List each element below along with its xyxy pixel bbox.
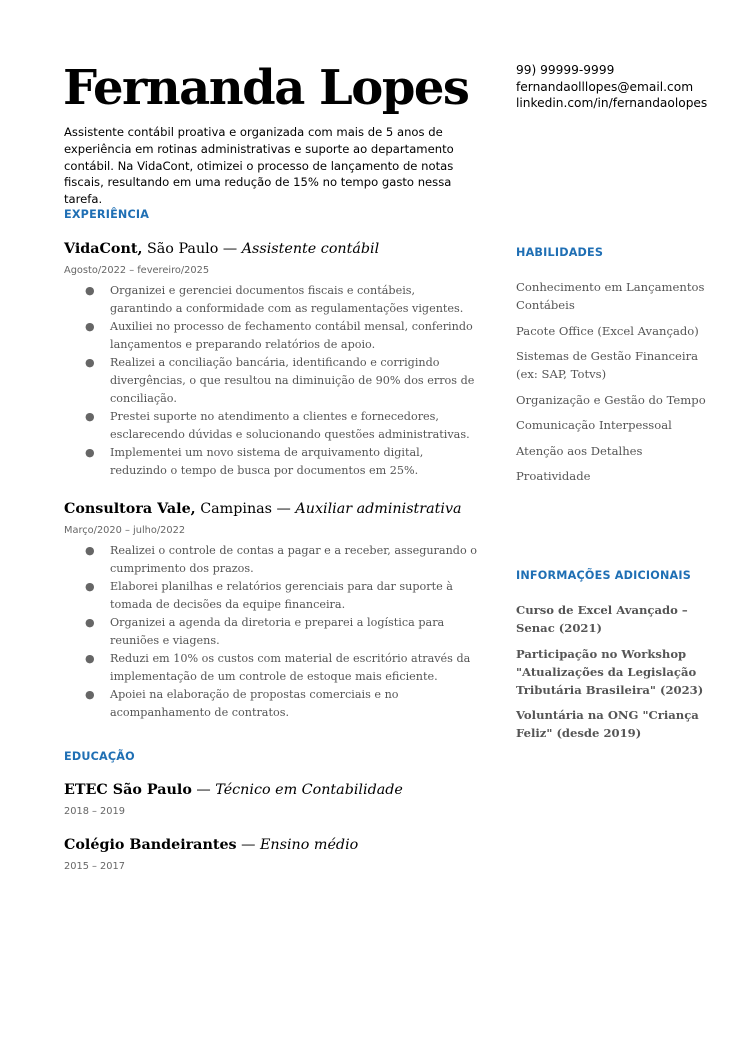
job-bullet: ● Elaborei planilhas e relatórios gerenciais para dar suporte à tomada de decisões da equipe financeira. (85, 580, 453, 611)
candidate-name: Fernanda Lopes (63, 60, 469, 116)
job-bullet: ● Reduzi em 10% os custos com material de escritório através da implementação de um controle de estoque mais eficiente. (85, 652, 471, 683)
job-bullet-list (80, 542, 480, 722)
job-bullet: ● Prestei suporte no atendimento a clientes e fornecedores, esclarecendo dúvidas e solucionando questões administrativas. (85, 410, 470, 441)
skill-item: Pacote Office (Excel Avançado) (516, 323, 699, 338)
additional-info-item: Curso de Excel Avançado – Senac (2021) (516, 603, 688, 635)
skills-section-title: HABILIDADES (516, 246, 604, 259)
education-school: ETEC São Paulo (64, 782, 192, 798)
bullet-dot-icon: ● (85, 688, 95, 701)
bullet-dot-icon: ● (85, 446, 95, 459)
skill-item: Comunicação Interpessoal (516, 418, 672, 432)
additional-info-item: Voluntária na ONG "Criança Feliz" (desde 2019) (516, 708, 699, 740)
phone-number: 99) 99999-9999 (516, 63, 615, 77)
additional-info-list (516, 601, 721, 750)
skill-item: Atenção aos Detalhes (516, 443, 643, 458)
job-company: Consultora Vale, (64, 501, 196, 517)
job-city: Campinas — (195, 501, 296, 517)
job-dates: Março/2020 – julho/2022 (64, 525, 186, 536)
education-heading: ETEC São Paulo — Técnico em Contabilidade (64, 782, 403, 798)
additional-info-section-title: INFORMAÇÕES ADICIONAIS (516, 569, 692, 582)
job-city: São Paulo — (142, 241, 242, 257)
skills-list (516, 278, 721, 493)
email-address: fernandaolllopes@email.com (516, 79, 694, 94)
education-dates: 2018 – 2019 (64, 806, 125, 817)
experience-section-title: EXPERIÊNCIA (64, 208, 150, 221)
job-role: Assistente contábil (241, 241, 380, 257)
bullet-dot-icon: ● (85, 544, 95, 557)
job-dates: Agosto/2022 – fevereiro/2025 (64, 265, 210, 276)
job-bullet: ● Organizei a agenda da diretoria e preparei a logística para reuniões e viagens. (85, 616, 445, 647)
bullet-dot-icon: ● (85, 356, 95, 369)
job-bullet: ● Realizei o controle de contas a pagar e a receber, assegurando o cumprimento dos prazos. (85, 544, 477, 575)
education-course: Ensino médio (259, 837, 359, 853)
job-role: Auxiliar administrativa (295, 501, 462, 517)
education-heading: Colégio Bandeirantes — Ensino médio (64, 837, 359, 853)
professional-summary: Assistente contábil proativa e organizada com mais de 5 anos de experiência em rotinas administrativas e suporte ao departamento contábil. Na VidaCont, otimizei o processo de lançamento de notas fiscais, resultando em uma redução de 15% no tempo gasto nessa tarefa. (64, 125, 454, 207)
job-bullet: ● Organizei e gerenciei documentos fiscais e contábeis, garantindo a conformidade com as regulamentações vigentes. (85, 284, 464, 315)
education-course: Técnico em Contabilidade (215, 782, 403, 798)
additional-info-item: Participação no Workshop "Atualizações da Legislação Tributária Brasileira" (2023) (516, 646, 704, 697)
bullet-dot-icon: ● (85, 580, 95, 593)
job-heading (64, 241, 379, 257)
skill-item: Proatividade (516, 469, 591, 483)
bullet-dot-icon: ● (85, 652, 95, 665)
linkedin-url: linkedin.com/in/fernandaolopes (516, 96, 708, 110)
bullet-dot-icon: ● (85, 616, 95, 629)
education-section-title: EDUCAÇÃO (64, 750, 135, 763)
job-bullet: ● Realizei a conciliação bancária, identificando e corrigindo divergências, o que resultou na diminuição de 90% dos erros de conciliação. (85, 356, 475, 405)
bullet-dot-icon: ● (85, 410, 95, 423)
job-heading (64, 501, 462, 517)
skill-item: Organização e Gestão do Tempo (516, 392, 706, 407)
contact-block (516, 62, 707, 112)
education-school: Colégio Bandeirantes (64, 837, 237, 853)
job-bullet: ● Auxiliei no processo de fechamento contábil mensal, conferindo lançamentos e preparando relatórios de apoio. (85, 320, 473, 351)
job-company: VidaCont, (64, 241, 143, 257)
job-bullet-list (80, 282, 480, 480)
bullet-dot-icon: ● (85, 284, 95, 297)
job-bullet: ● Implementei um novo sistema de arquivamento digital, reduzindo o tempo de busca por documentos em 25%. (85, 446, 424, 477)
bullet-dot-icon: ● (85, 320, 95, 333)
skill-item: Conhecimento em Lançamentos Contábeis (516, 280, 705, 312)
education-dates: 2015 – 2017 (64, 861, 125, 872)
job-bullet: ● Apoiei na elaboração de propostas comerciais e no acompanhamento de contratos. (85, 688, 399, 719)
skill-item: Sistemas de Gestão Financeira (ex: SAP, Totvs) (516, 349, 699, 381)
